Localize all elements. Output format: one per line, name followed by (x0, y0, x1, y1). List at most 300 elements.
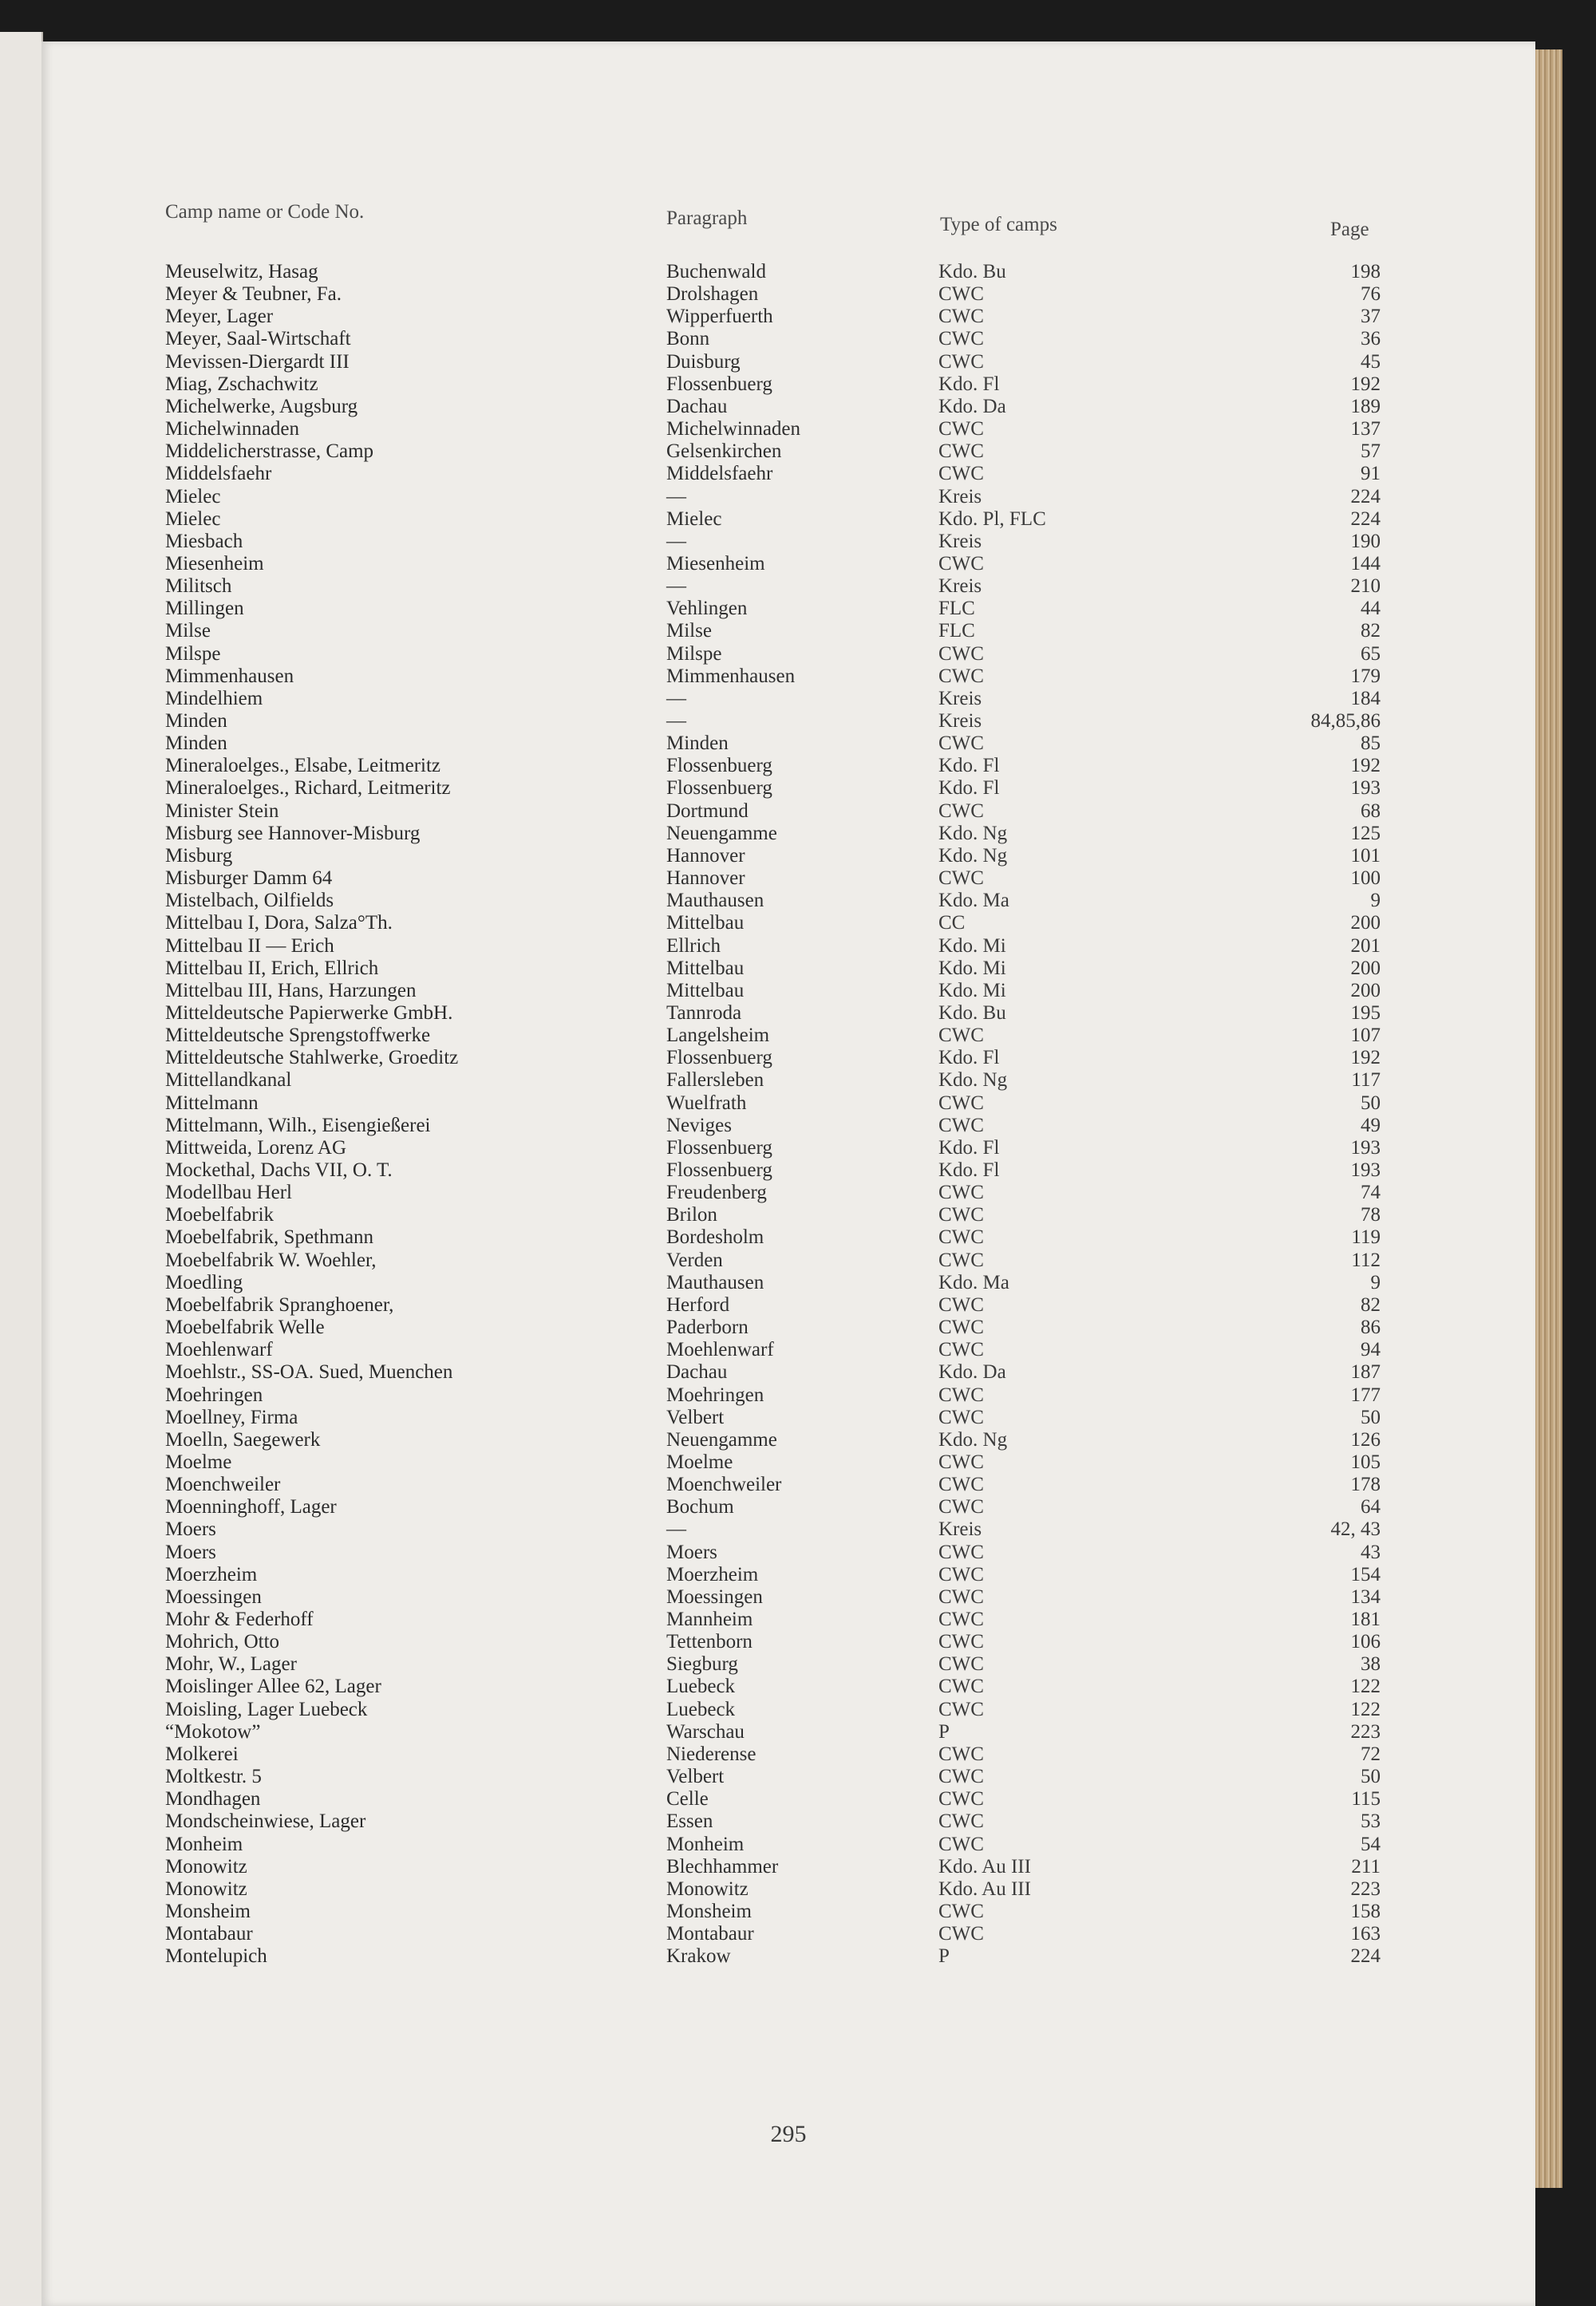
paragraph: Milspe (666, 642, 722, 665)
camp-type: Kdo. Da (938, 395, 1006, 417)
camp-type: CWC (938, 1676, 984, 1698)
paragraph: Buchenwald (666, 261, 766, 282)
paragraph: Fallersleben (666, 1069, 764, 1092)
page-ref: 200 (1350, 979, 1381, 1001)
page-ref: 44 (1361, 598, 1381, 620)
paragraph: Hannover (666, 867, 745, 890)
paragraph: Dachau (666, 395, 728, 417)
facing-page-edge (0, 32, 43, 2306)
page-ref: 105 (1350, 1451, 1381, 1473)
table-row (41, 1542, 1535, 1564)
camp-type: Kdo. Mi (938, 979, 1006, 1001)
camp-type: CWC (938, 1249, 984, 1271)
camp-type: Kdo. Fl (938, 1047, 1000, 1069)
table-row (41, 508, 1535, 531)
page-ref: 201 (1350, 934, 1381, 957)
page-ref: 210 (1350, 575, 1381, 598)
page-ref: 223 (1350, 1720, 1381, 1743)
camp-name: Mindelhiem (165, 687, 263, 709)
table-row (41, 463, 1535, 485)
table-row (41, 1586, 1535, 1609)
table-row (41, 1002, 1535, 1025)
camp-type: CWC (938, 1923, 984, 1945)
table-row (41, 598, 1535, 620)
table-row (41, 328, 1535, 350)
table-row (41, 1407, 1535, 1429)
camp-name: Moebelfabrik, Spethmann (165, 1226, 374, 1249)
camp-type: FLC (938, 620, 975, 642)
table-row (41, 486, 1535, 508)
page-ref: 65 (1361, 642, 1381, 665)
table-row (41, 1564, 1535, 1586)
paragraph: Drolshagen (666, 283, 759, 306)
camp-name: Moedling (165, 1271, 243, 1293)
camp-name: Moellney, Firma (165, 1406, 298, 1428)
table-row (41, 890, 1535, 912)
table-row (41, 1317, 1535, 1339)
camp-type: CC (938, 912, 966, 934)
camp-type: CWC (938, 1609, 984, 1630)
table-row (41, 823, 1535, 845)
table-row (41, 1901, 1535, 1923)
paragraph: Mauthausen (666, 1271, 764, 1293)
page-ref: 224 (1350, 485, 1381, 507)
camp-name: Meyer & Teubner, Fa. (165, 283, 342, 306)
camp-type: FLC (938, 598, 975, 620)
table-row (41, 1115, 1535, 1137)
table-row (41, 688, 1535, 710)
camp-type: CWC (938, 1631, 984, 1653)
paragraph: Tettenborn (666, 1631, 753, 1653)
table-row (41, 261, 1535, 283)
table-row (41, 980, 1535, 1002)
camp-name: “Mokotow” (165, 1720, 261, 1743)
table-row (41, 1496, 1535, 1518)
page-ref: 117 (1351, 1069, 1381, 1092)
page-ref: 181 (1350, 1609, 1381, 1630)
camp-type: Kdo. Fl (938, 1136, 1000, 1159)
camp-type: CWC (938, 463, 984, 485)
camp-name: Moers (165, 1541, 216, 1563)
paragraph: Hannover (666, 844, 745, 867)
paragraph: Verden (666, 1249, 723, 1271)
paragraph: Mittelbau (666, 957, 745, 979)
camp-name: Molkerei (165, 1743, 239, 1765)
paragraph: Wipperfuerth (666, 306, 773, 328)
page-ref: 223 (1350, 1878, 1381, 1900)
paragraph: Flossenbuerg (666, 755, 772, 777)
page-ref: 85 (1361, 732, 1381, 755)
camp-type: Kdo. Au III (938, 1878, 1031, 1900)
page-ref: 179 (1350, 665, 1381, 687)
page-ref: 163 (1350, 1923, 1381, 1945)
page-ref: 37 (1361, 306, 1381, 328)
camp-name: Moltkestr. 5 (165, 1766, 262, 1788)
page-ref: 82 (1361, 1293, 1381, 1316)
camp-name: Miesenheim (165, 552, 264, 575)
table-row (41, 283, 1535, 306)
camp-type: Kdo. Mi (938, 957, 1006, 979)
page-ref: 122 (1350, 1676, 1381, 1698)
page-ref: 119 (1351, 1226, 1381, 1249)
table-row (41, 1609, 1535, 1631)
page-ref: 50 (1361, 1766, 1381, 1788)
page-ref: 193 (1350, 1159, 1381, 1181)
camp-name: Mitteldeutsche Sprengstoffwerke (165, 1025, 431, 1047)
paragraph: Minden (666, 732, 729, 755)
camp-type: P (938, 1720, 950, 1743)
table-row (41, 1945, 1535, 1968)
camp-type: CWC (938, 1698, 984, 1720)
table-row (41, 935, 1535, 958)
page-ref: 187 (1350, 1361, 1381, 1384)
page-ref: 190 (1350, 530, 1381, 552)
camp-name: Mitteldeutsche Stahlwerke, Groeditz (165, 1047, 459, 1069)
table-row (41, 800, 1535, 823)
camp-name: Michelwerke, Augsburg (165, 395, 358, 417)
paragraph: Langelsheim (666, 1025, 770, 1047)
paragraph: Luebeck (666, 1676, 736, 1698)
paragraph: Celle (666, 1788, 709, 1810)
camp-name: Mittelbau III, Hans, Harzungen (165, 979, 417, 1001)
paragraph: Monheim (666, 1833, 745, 1855)
paragraph: Wuelfrath (666, 1092, 747, 1114)
page-ref: 82 (1361, 620, 1381, 642)
camp-name: Mineraloelges., Elsabe, Leitmeritz (165, 755, 441, 777)
table-row (41, 665, 1535, 688)
page-ref: 86 (1361, 1317, 1381, 1339)
table-row (41, 1429, 1535, 1451)
camp-type: CWC (938, 1451, 984, 1473)
page-ref: 195 (1350, 1001, 1381, 1024)
camp-name: Miesbach (165, 530, 243, 552)
paragraph: Moessingen (666, 1585, 763, 1608)
paragraph: Flossenbuerg (666, 373, 772, 395)
camp-type: Kdo. Mi (938, 934, 1006, 957)
camp-type: CWC (938, 328, 984, 350)
table-row (41, 1766, 1535, 1788)
table-row (41, 1361, 1535, 1384)
table-row (41, 531, 1535, 553)
paragraph: Mielec (666, 507, 722, 530)
camp-name: Mohr & Federhoff (165, 1609, 314, 1630)
camp-name: Moerzheim (165, 1563, 258, 1585)
paragraph: Velbert (666, 1766, 725, 1788)
camp-type: CWC (938, 1204, 984, 1226)
camp-name: Monowitz (165, 1855, 247, 1878)
camp-name: Misburg see Hannover-Misburg (165, 822, 421, 844)
paragraph: Neviges (666, 1114, 732, 1136)
camp-name: Moebelfabrik Welle (165, 1317, 325, 1339)
camp-name: Meyer, Lager (165, 306, 274, 328)
table-row (41, 755, 1535, 777)
table-row (41, 1226, 1535, 1249)
camp-type: CWC (938, 350, 984, 373)
camp-type: CWC (938, 1585, 984, 1608)
camp-name: Modellbau Herl (165, 1182, 292, 1204)
paragraph: Monsheim (666, 1900, 752, 1922)
camp-type: Kdo. Bu (938, 261, 1006, 282)
camp-name: Moelln, Saegewerk (165, 1428, 321, 1451)
camp-name: Mondhagen (165, 1788, 261, 1810)
paragraph: Milse (666, 620, 712, 642)
camp-type: Kreis (938, 530, 982, 552)
camp-type: CWC (938, 1182, 984, 1204)
page-ref: 125 (1350, 822, 1381, 844)
table-row (41, 620, 1535, 642)
paragraph: Moers (666, 1541, 717, 1563)
paragraph: Moenchweiler (666, 1474, 782, 1496)
paragraph: Bochum (666, 1496, 734, 1518)
camp-type: Kdo. Pl, FLC (938, 507, 1046, 530)
table-row (41, 1092, 1535, 1115)
page-ref: 177 (1350, 1384, 1381, 1406)
page-ref: 50 (1361, 1406, 1381, 1428)
camp-type: CWC (938, 1339, 984, 1361)
camp-type: CWC (938, 1496, 984, 1518)
camp-name: Misburger Damm 64 (165, 867, 333, 890)
camp-name: Mittweida, Lorenz AG (165, 1136, 347, 1159)
page-number: 295 (770, 2121, 807, 2147)
camp-type: Kdo. Au III (938, 1855, 1031, 1878)
table-row (41, 1069, 1535, 1092)
camp-name: Minden (165, 732, 227, 755)
camp-name: Moebelfabrik (165, 1204, 275, 1226)
camp-name: Miag, Zschachwitz (165, 373, 318, 395)
page-ref: 158 (1350, 1900, 1381, 1922)
camp-name: Mimmenhausen (165, 665, 294, 687)
camp-name: Minden (165, 710, 227, 732)
paragraph: Neuengamme (666, 822, 777, 844)
camp-type: CWC (938, 306, 984, 328)
camp-name: Mohrich, Otto (165, 1631, 280, 1653)
paragraph: Freudenberg (666, 1182, 767, 1204)
table-row (41, 1631, 1535, 1653)
camp-name: Monowitz (165, 1878, 247, 1900)
table-row (41, 351, 1535, 373)
header-paragraph: Paragraph (666, 207, 748, 229)
camp-type: CWC (938, 1293, 984, 1316)
table-row (41, 958, 1535, 980)
page-ref: 224 (1350, 1945, 1381, 1968)
page-ref: 106 (1350, 1631, 1381, 1653)
camp-name: Moebelfabrik W. Woehler, (165, 1249, 377, 1271)
camp-type: CWC (938, 800, 984, 822)
camp-type: CWC (938, 1541, 984, 1563)
page-ref: 122 (1350, 1698, 1381, 1720)
paragraph: Flossenbuerg (666, 777, 772, 800)
page-ref: 100 (1350, 867, 1381, 890)
paragraph: Luebeck (666, 1698, 736, 1720)
table-row (41, 306, 1535, 328)
table-row (41, 1137, 1535, 1159)
paragraph: Blechhammer (666, 1855, 779, 1878)
page-ref: 137 (1350, 418, 1381, 440)
paragraph: Tannroda (666, 1001, 742, 1024)
table-row (41, 1518, 1535, 1541)
camp-name: Michelwinnaden (165, 418, 300, 440)
camp-type: CWC (938, 1900, 984, 1922)
header-camp-name: Camp name or Code No. (165, 201, 365, 223)
page-ref: 94 (1361, 1339, 1381, 1361)
camp-type: Kdo. Fl (938, 373, 1000, 395)
camp-name: Moehlenwarf (165, 1339, 273, 1361)
camp-name: Mondscheinwiese, Lager (165, 1810, 366, 1833)
camp-name: Montelupich (165, 1945, 267, 1968)
page-ref: 192 (1350, 1047, 1381, 1069)
table-row (41, 1294, 1535, 1317)
table-row (41, 396, 1535, 418)
camp-type: CWC (938, 1384, 984, 1406)
camp-type: CWC (938, 1092, 984, 1114)
page-ref: 144 (1350, 552, 1381, 575)
page-ref: 9 (1370, 1271, 1381, 1293)
camp-name: Mistelbach, Oilfields (165, 890, 334, 912)
camp-type: CWC (938, 1025, 984, 1047)
camp-type: CWC (938, 732, 984, 755)
paragraph: Warschau (666, 1720, 745, 1743)
camp-type: Kdo. Ma (938, 890, 1009, 912)
header-page: Page (1330, 219, 1369, 240)
paragraph: Dortmund (666, 800, 749, 822)
camp-type: CWC (938, 1810, 984, 1833)
paragraph: Flossenbuerg (666, 1159, 772, 1181)
camp-name: Meuselwitz, Hasag (165, 261, 318, 282)
page-ref: 200 (1350, 957, 1381, 979)
camp-name: Montabaur (165, 1923, 253, 1945)
camp-type: Kreis (938, 1518, 982, 1541)
paragraph: Bordesholm (666, 1226, 764, 1249)
page-ref: 43 (1361, 1541, 1381, 1563)
paragraph: Moerzheim (666, 1563, 759, 1585)
camp-name: Mittelbau II, Erich, Ellrich (165, 957, 379, 979)
camp-name: Mielec (165, 507, 221, 530)
page-ref: 134 (1350, 1585, 1381, 1608)
camp-name: Moisling, Lager Luebeck (165, 1698, 368, 1720)
paragraph: Flossenbuerg (666, 1136, 772, 1159)
page-ref: 189 (1350, 395, 1381, 417)
page-ref: 184 (1350, 687, 1381, 709)
page-ref: 64 (1361, 1496, 1381, 1518)
table-row (41, 1339, 1535, 1361)
table-row (41, 1474, 1535, 1496)
camp-name: Minister Stein (165, 800, 279, 822)
paragraph: Mittelbau (666, 979, 745, 1001)
page-ref: 54 (1361, 1833, 1381, 1855)
camp-type: Kdo. Ng (938, 1069, 1008, 1092)
table-row (41, 575, 1535, 598)
table-row (41, 1788, 1535, 1810)
table-row (41, 1923, 1535, 1945)
camp-type: CWC (938, 1766, 984, 1788)
camp-type: CWC (938, 1653, 984, 1676)
camp-type: Kdo. Ng (938, 822, 1008, 844)
paragraph: Mimmenhausen (666, 665, 796, 687)
page-ref: 107 (1350, 1025, 1381, 1047)
page-ref: 193 (1350, 1136, 1381, 1159)
table-row (41, 867, 1535, 890)
paragraph: Duisburg (666, 350, 741, 373)
page-stack-edge (1535, 49, 1562, 2188)
page-ref: 91 (1361, 463, 1381, 485)
camp-name: Moenninghoff, Lager (165, 1496, 337, 1518)
paragraph: Montabaur (666, 1923, 754, 1945)
camp-name: Mittelbau I, Dora, Salza°Th. (165, 912, 393, 934)
page-ref: 36 (1361, 328, 1381, 350)
page-ref: 42, 43 (1330, 1518, 1381, 1541)
table-row (41, 440, 1535, 463)
camp-name: Moislinger Allee 62, Lager (165, 1676, 381, 1698)
table-row (41, 1743, 1535, 1766)
table-row (41, 1451, 1535, 1474)
paragraph: Moelme (666, 1451, 733, 1473)
page-ref: 211 (1351, 1855, 1381, 1878)
table-row (41, 418, 1535, 440)
paragraph: Mittelbau (666, 912, 745, 934)
camp-type: Kreis (938, 687, 982, 709)
page-ref: 178 (1350, 1474, 1381, 1496)
camp-type: CWC (938, 867, 984, 890)
paragraph: Paderborn (666, 1317, 749, 1339)
paragraph: — (666, 485, 686, 507)
book-page (41, 41, 1535, 2306)
paragraph: Neuengamme (666, 1428, 777, 1451)
camp-type: Kreis (938, 575, 982, 598)
page-ref: 49 (1361, 1114, 1381, 1136)
camp-type: CWC (938, 552, 984, 575)
header-type: Type of camps (940, 214, 1057, 235)
page-ref: 45 (1361, 350, 1381, 373)
paragraph: — (666, 687, 686, 709)
camp-type: CWC (938, 440, 984, 463)
page-ref: 101 (1350, 844, 1381, 867)
table-row (41, 777, 1535, 800)
page-ref: 192 (1350, 373, 1381, 395)
table-row (41, 1250, 1535, 1272)
camp-name: Mielec (165, 485, 221, 507)
page-ref: 193 (1350, 777, 1381, 800)
page-ref: 76 (1361, 283, 1381, 306)
camp-name: Mittellandkanal (165, 1069, 292, 1092)
camp-type: CWC (938, 1563, 984, 1585)
page-ref: 224 (1350, 507, 1381, 530)
table-row (41, 643, 1535, 665)
camp-type: P (938, 1945, 950, 1968)
camp-type: CWC (938, 1474, 984, 1496)
page-ref: 68 (1361, 800, 1381, 822)
camp-name: Moelme (165, 1451, 232, 1473)
camp-type: Kdo. Da (938, 1361, 1006, 1384)
paragraph: Moehringen (666, 1384, 764, 1406)
paragraph: Essen (666, 1810, 713, 1833)
camp-name: Mittelmann, Wilh., Eisengießerei (165, 1114, 431, 1136)
table-row (41, 1159, 1535, 1182)
table-row (41, 1676, 1535, 1698)
camp-type: CWC (938, 1833, 984, 1855)
camp-type: CWC (938, 1743, 984, 1765)
camp-name: Misburg (165, 844, 233, 867)
camp-name: Mockethal, Dachs VII, O. T. (165, 1159, 393, 1181)
table-row (41, 1384, 1535, 1407)
paragraph: Miesenheim (666, 552, 765, 575)
camp-type: Kdo. Bu (938, 1001, 1006, 1024)
camp-type: Kdo. Fl (938, 1159, 1000, 1181)
table-row (41, 1653, 1535, 1676)
camp-name: Milse (165, 620, 211, 642)
page-ref: 38 (1361, 1653, 1381, 1676)
table-row (41, 1721, 1535, 1743)
camp-name: Moenchweiler (165, 1474, 281, 1496)
